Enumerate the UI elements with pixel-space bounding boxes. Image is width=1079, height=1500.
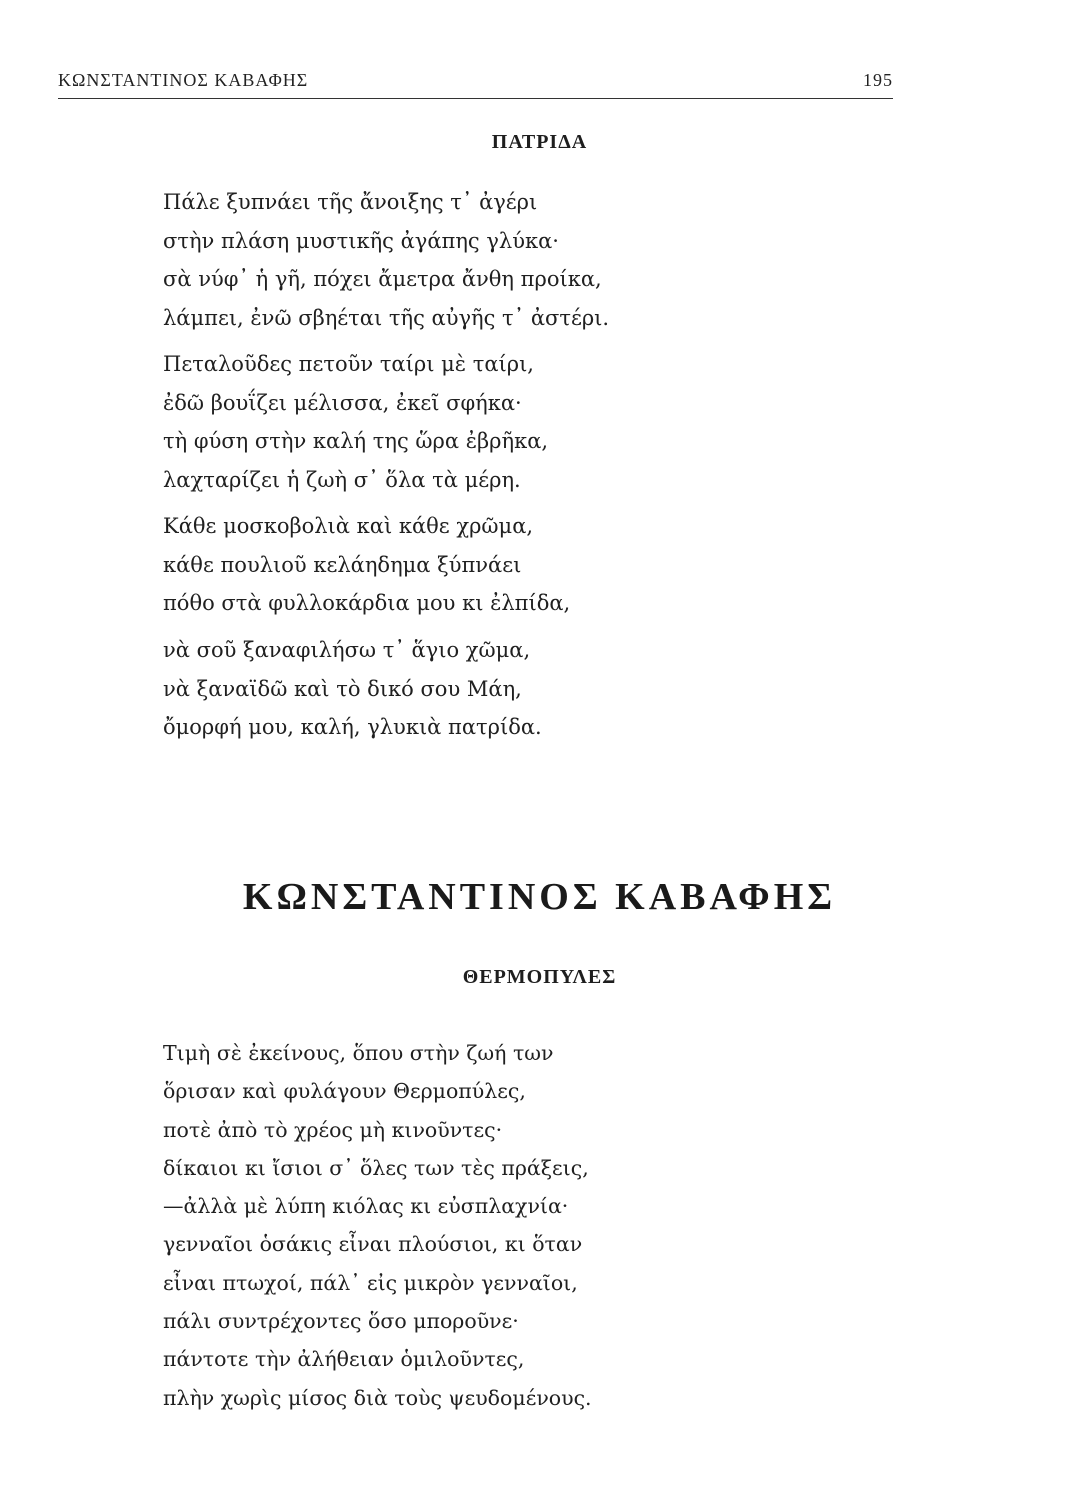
verse-line: πόθο στὰ φυλλοκάρδια μου κι ἐλπίδα, bbox=[163, 591, 571, 615]
poem1-stanza-4 bbox=[163, 631, 542, 747]
verse-line: νὰ ξαναϊδῶ καὶ τὸ δικό σου Μάη, bbox=[163, 676, 522, 701]
verse-line: στὴν πλάση μυστικῆς ἀγάπης γλύκα· bbox=[163, 228, 559, 253]
verse-line: κάθε πουλιοῦ κελάηδημα ξύπνάει bbox=[163, 552, 522, 577]
verse-line: ποτὲ ἀπὸ τὸ χρέος μὴ κινοῦντες· bbox=[163, 1117, 503, 1142]
verse-line: τὴ φύση στὴν καλή της ὥρα ἐβρῆκα, bbox=[163, 429, 549, 453]
verse-line: πάλι συντρέχοντες ὅσο μποροῦνε· bbox=[163, 1309, 519, 1334]
verse-line: ὄμορφή μου, καλή, γλυκιὰ πατρίδα. bbox=[163, 715, 542, 739]
verse-line: λαχταρίζει ἡ ζωὴ σ᾽ ὅλα τὰ μέρη. bbox=[163, 467, 521, 492]
poem2-stanza-1 bbox=[163, 1034, 592, 1417]
running-header bbox=[58, 70, 893, 91]
verse-line: εἶναι πτωχοί, πάλ᾽ εἰς μικρὸν γενναῖοι, bbox=[163, 1270, 578, 1295]
verse-line: νὰ σοῦ ξαναφιλήσω τ᾽ ἅγιο χῶμα, bbox=[163, 638, 531, 662]
verse-line: γενναῖοι ὁσάκις εἶναι πλούσιοι, κι ὅταν bbox=[163, 1232, 583, 1257]
author-heading: ΚΩΝΣΤΑΝΤΙΝΟΣ ΚΑΒΑΦΗΣ bbox=[242, 876, 837, 918]
verse-line: Πάλε ξυπνάει τῆς ἄνοιξης τ᾽ ἀγέρι bbox=[163, 190, 538, 214]
poem1-stanza-3 bbox=[163, 507, 570, 623]
running-title: ΚΩΝΣΤΑΝΤΙΝΟΣ ΚΑΒΑΦΗΣ bbox=[58, 70, 309, 90]
poem1-stanza-1 bbox=[163, 183, 609, 337]
verse-line: Κάθε μοσκοβολιὰ καὶ κάθε χρῶμα, bbox=[163, 514, 534, 538]
verse-line: δίκαιοι κι ἴσιοι σ᾽ ὅλες των τὲς πράξεις, bbox=[163, 1155, 589, 1180]
verse-line: ἐδῶ βουΐζει μέλισσα, ἐκεῖ σφήκα· bbox=[163, 390, 522, 415]
poem1-stanza-2 bbox=[163, 345, 548, 499]
poem-title-patrida: ΠΑΤΡΙΔΑ bbox=[491, 131, 588, 153]
header-rule bbox=[58, 98, 893, 99]
verse-line: λάμπει, ἐνῶ σβηέται τῆς αὐγῆς τ᾽ ἀστέρι. bbox=[163, 305, 610, 330]
verse-line: πάντοτε τὴν ἀλήθειαν ὁμιλοῦντες, bbox=[163, 1347, 525, 1372]
verse-line: ὅρισαν καὶ φυλάγουν Θερμοπύλες, bbox=[163, 1079, 526, 1104]
verse-line: Τιμὴ σὲ ἐκείνους, ὅπου στὴν ζωή των bbox=[163, 1041, 554, 1065]
verse-line: Πεταλοῦδες πετοῦν ταίρι μὲ ταίρι, bbox=[163, 352, 534, 376]
verse-line: πλὴν χωρὶς μίσος διὰ τοὺς ψευδομένους. bbox=[163, 1385, 592, 1410]
verse-line: σὰ νύφ᾽ ἡ γῆ, πόχει ἄμετρα ἄνθη προίκα, bbox=[163, 267, 602, 291]
poem-title-thermopyles: ΘΕΡΜΟΠΥΛΕΣ bbox=[462, 966, 617, 988]
verse-line: —ἀλλὰ μὲ λύπη κιόλας κι εὐσπλαχνία· bbox=[163, 1194, 569, 1219]
page-number: 195 bbox=[863, 70, 893, 90]
